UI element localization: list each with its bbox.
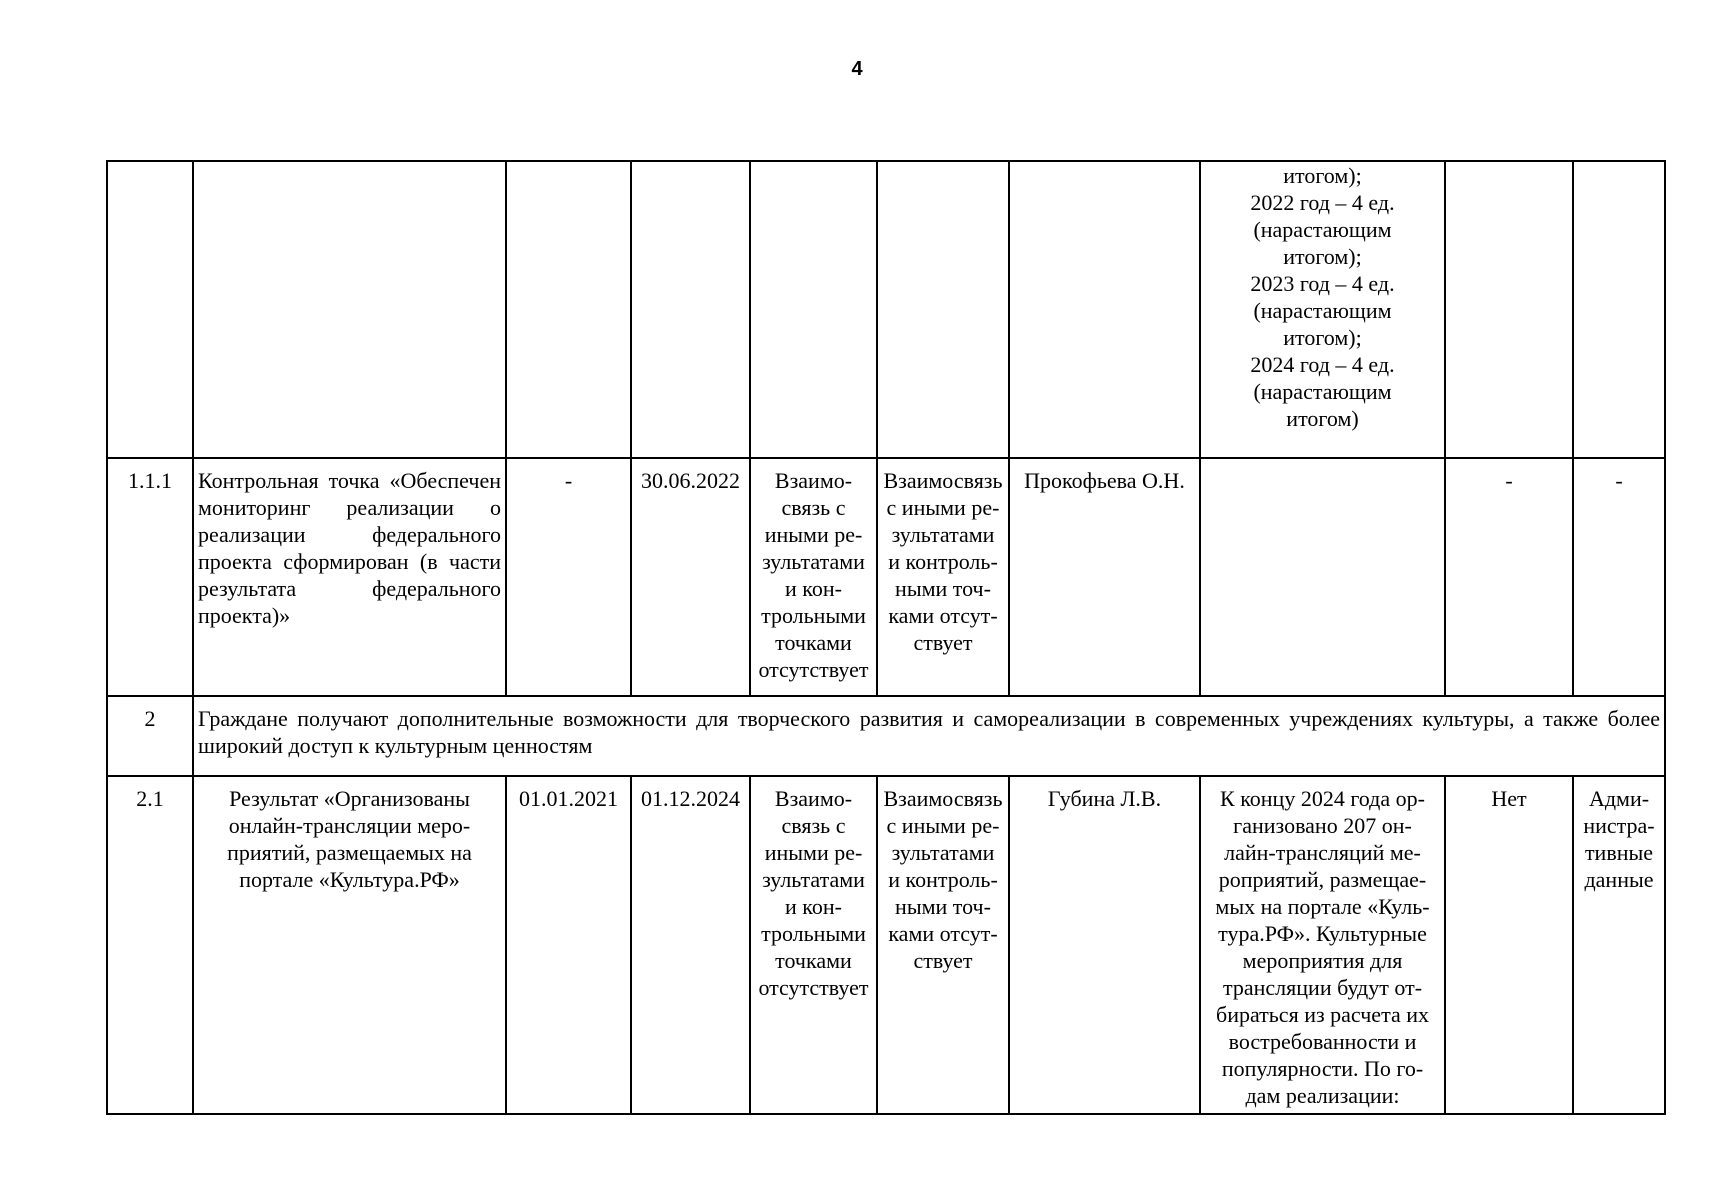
row-number: 2.1 <box>107 776 193 1114</box>
link-results: Взаимо- связь с иными ре- зультатами и кон- трольными точками отсутствует <box>750 776 877 1114</box>
result-name: Контрольная точка «Обеспечен мониторинг реализации о реализации федерального проекта сформирован (в части результата федерального проекта)» <box>193 458 506 696</box>
result-description: К концу 2024 года ор- ганизовано 207 он- лайн-трансляций ме- роприятий, размещае- мых на портале «Куль- тура.РФ». Культурные мероприятия для трансляции будут от- бираться из расчета их востребованности и популярности. По го- дам реализации: <box>1200 776 1445 1114</box>
end-date <box>631 161 750 458</box>
col-9 <box>1445 161 1573 458</box>
col-9: - <box>1445 458 1573 696</box>
row-number: 2 <box>107 696 193 776</box>
end-date: 01.12.2024 <box>631 776 750 1114</box>
link-checkpoints <box>877 161 1009 458</box>
project-plan-table <box>106 160 1666 1115</box>
page-number: 4 <box>851 58 863 80</box>
col-9: Нет <box>1445 776 1573 1114</box>
col-10: - <box>1573 458 1665 696</box>
start-date: 01.01.2021 <box>506 776 631 1114</box>
responsible-person: Прокофьева О.Н. <box>1009 458 1200 696</box>
result-description: итогом); 2022 год – 4 ед. (нарастающим итогом); 2023 год – 4 ед. (нарастающим итогом); 2024 год – 4 ед. (нарастающим итогом) <box>1200 161 1445 458</box>
row-number <box>107 161 193 458</box>
col-10 <box>1573 161 1665 458</box>
responsible-person <box>1009 161 1200 458</box>
row-number: 1.1.1 <box>107 458 193 696</box>
col-10: Адми- нистра- тивные данные <box>1573 776 1665 1114</box>
table-row <box>107 696 1665 776</box>
table-row <box>107 161 1665 458</box>
link-results: Взаимо- связь с иными ре- зультатами и кон- трольными точками отсутствует <box>750 458 877 696</box>
result-name <box>193 161 506 458</box>
responsible-person: Губина Л.В. <box>1009 776 1200 1114</box>
table-row <box>107 776 1665 1114</box>
result-name: Результат «Организованы онлайн-трансляции мероприятий, размещаемых на портале «Культура.РФ» <box>193 776 506 1114</box>
link-checkpoints: Взаимосвязь с иными ре- зультатами и контроль- ными точ- ками отсут- ствует <box>877 458 1009 696</box>
end-date: 30.06.2022 <box>631 458 750 696</box>
start-date: - <box>506 458 631 696</box>
link-checkpoints: Взаимосвязь с иными ре- зультатами и контроль- ными точ- ками отсут- ствует <box>877 776 1009 1114</box>
start-date <box>506 161 631 458</box>
section-title: Граждане получают дополнительные возможности для творческого развития и самореализации в современных учреждениях культуры, а также более широкий доступ к культурным ценностям <box>193 696 1665 776</box>
table-row <box>107 458 1665 696</box>
result-description <box>1200 458 1445 696</box>
link-results <box>750 161 877 458</box>
